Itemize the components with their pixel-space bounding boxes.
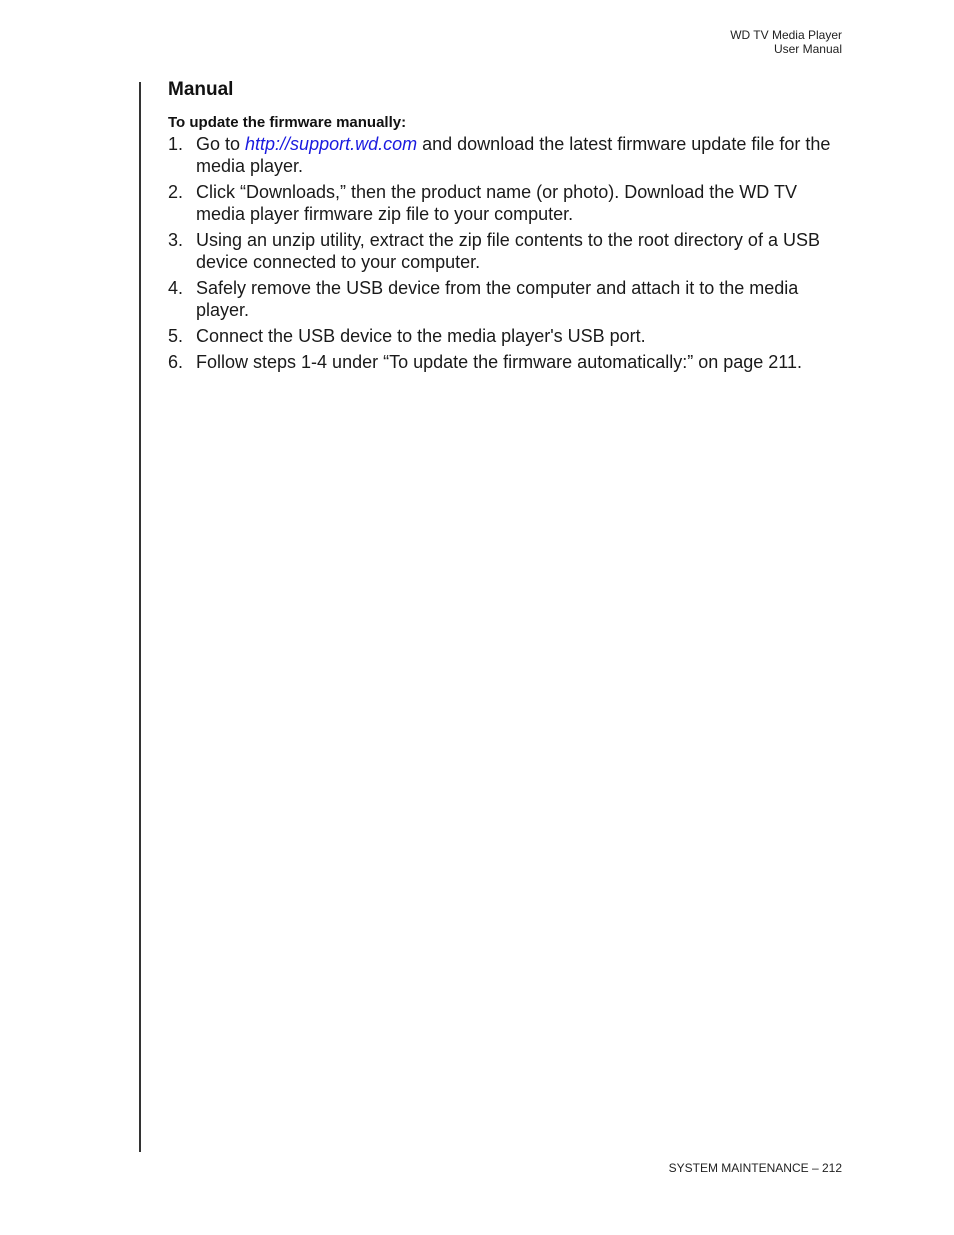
list-item-step-2 [168,181,844,225]
header-product-name: WD TV Media Player [730,28,842,42]
procedure-heading: To update the firmware manually: [168,114,407,131]
step-text: Click “Downloads,” then the product name (or photo). Download the WD TV media player firmware zip file to your computer. [196,182,797,224]
step-text-before-link: Go to [196,134,246,154]
section-title: Manual [168,79,234,100]
step-number: 4. [168,278,184,298]
step-text: Using an unzip utility, extract the zip file contents to the root directory of a USB device connected to your computer. [196,230,820,272]
page-content [168,78,844,377]
list-item-step-4 [168,277,844,321]
step-text: Connect the USB device to the media player's USB port. [196,326,646,346]
step-text: Safely remove the USB device from the computer and attach it to the media player. [196,278,799,320]
list-item-step-3 [168,229,844,273]
running-header [730,28,842,56]
list-item-step-1 [168,133,844,177]
steps-list [168,133,844,373]
step-number: 2. [168,182,184,202]
support-website-link[interactable]: http://support.wd.com [245,134,418,154]
step-number: 5. [168,326,184,346]
page-footer: SYSTEM MAINTENANCE – 212 [668,1161,842,1175]
step-number: 1. [168,134,184,154]
step-text: Follow steps 1-4 under “To update the firmware automatically:” on page 211. [196,352,802,372]
step-number: 3. [168,230,184,250]
list-item-step-6 [168,351,844,373]
step-number: 6. [168,352,184,372]
step-text-after-link: and download the latest firmware update file for the media player. [196,134,831,176]
header-document-name: User Manual [773,42,842,56]
list-item-step-5 [168,325,844,347]
left-margin-rule [139,82,141,1152]
